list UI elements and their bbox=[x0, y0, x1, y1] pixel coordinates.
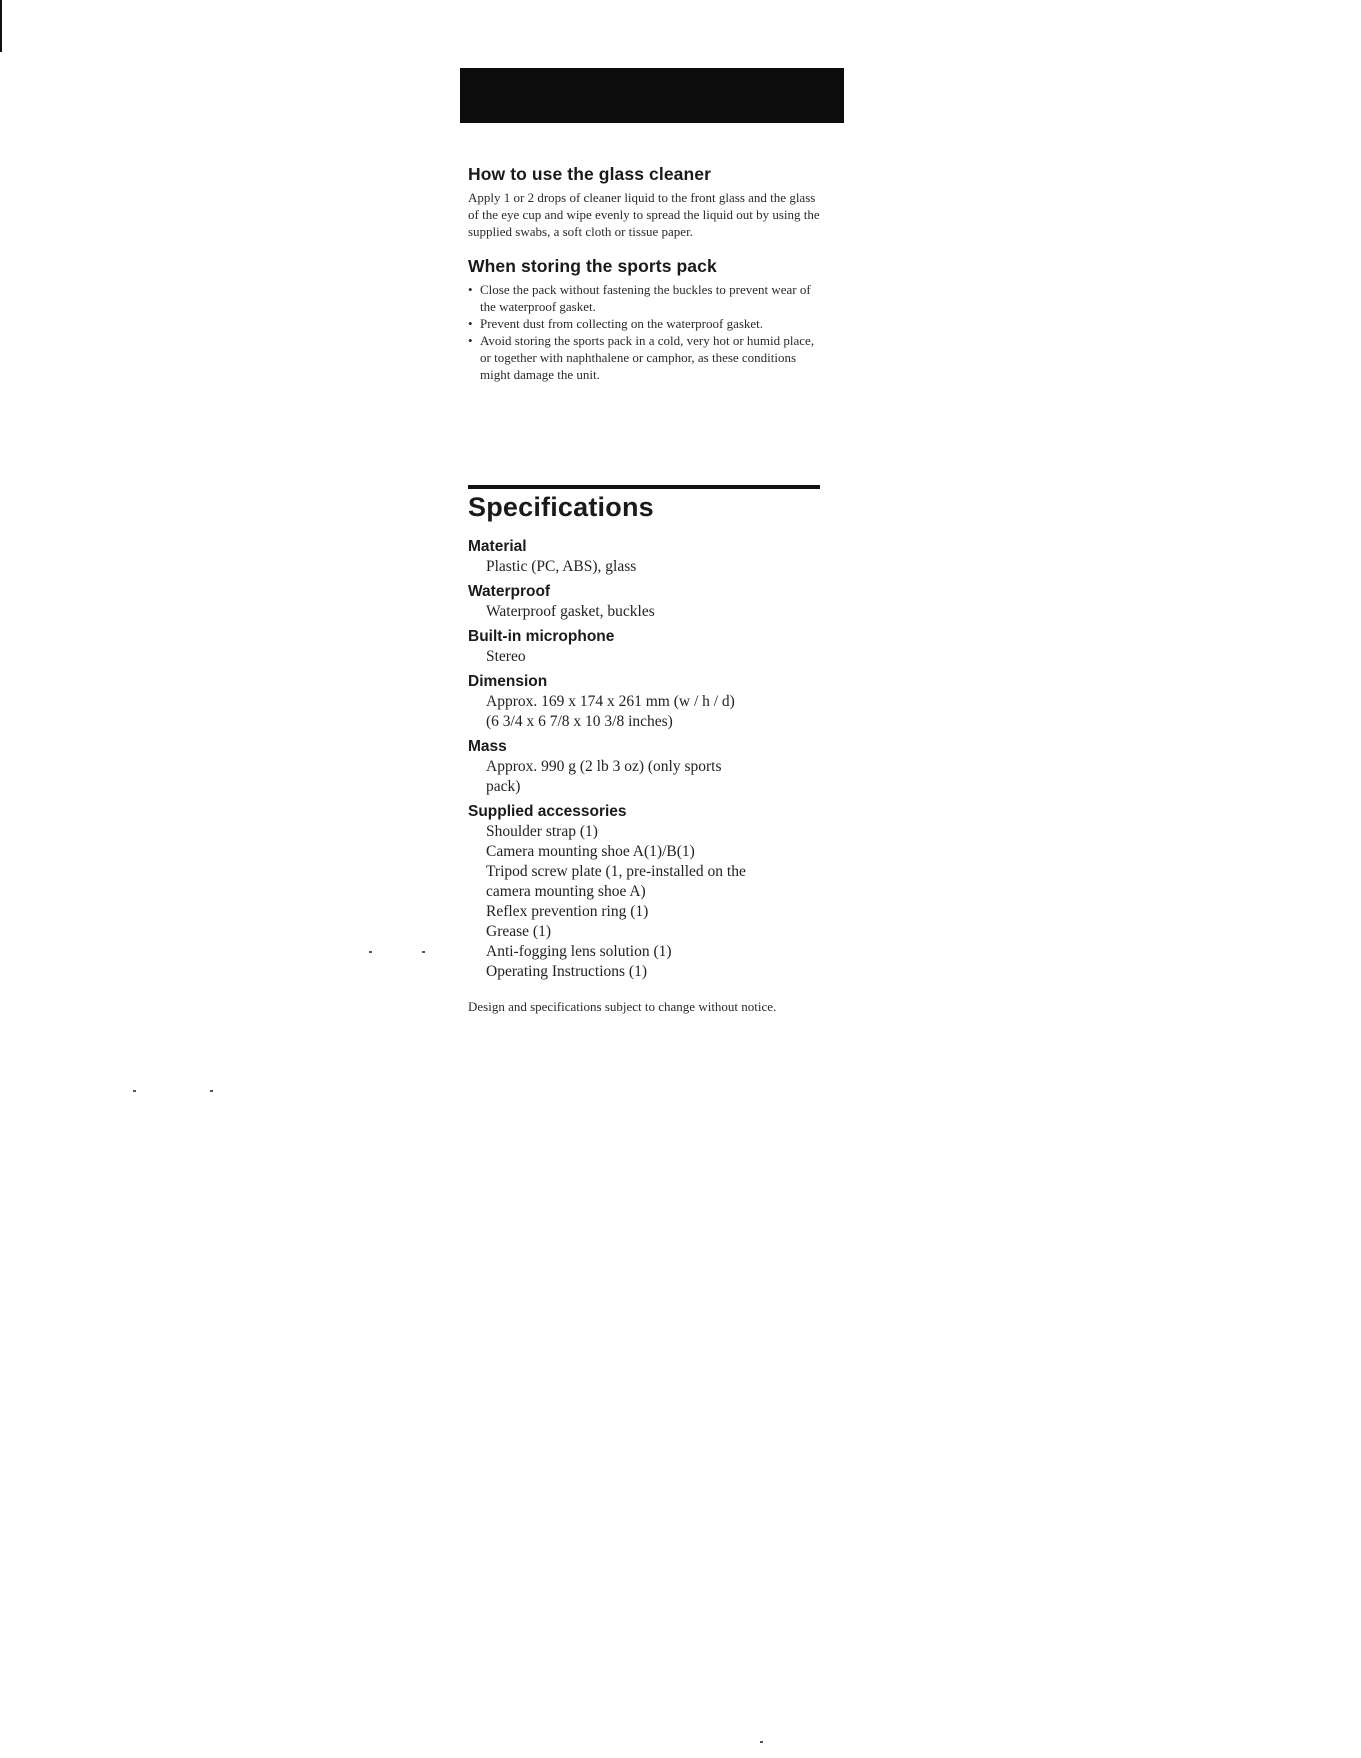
spec-label: Supplied accessories bbox=[468, 803, 627, 820]
storing-bullet: • Avoid storing the sports pack in a cold, very hot or humid place, or together with naphthalene or camphor, as these conditions might damage the unit. bbox=[468, 332, 828, 383]
spec-label: Mass bbox=[468, 738, 507, 755]
header-bar bbox=[460, 68, 844, 123]
spec-value bbox=[468, 692, 828, 732]
care-column bbox=[468, 164, 828, 383]
spec-dimension bbox=[468, 672, 828, 732]
storing-section bbox=[468, 256, 828, 383]
accessory-item: Reflex prevention ring (1) bbox=[486, 903, 649, 920]
spec-value: Plastic (PC, ABS), glass bbox=[486, 558, 637, 575]
accessory-item: Grease (1) bbox=[486, 923, 551, 940]
spec-material bbox=[468, 537, 828, 577]
spec-value bbox=[468, 757, 828, 797]
mass-line: pack) bbox=[486, 778, 521, 795]
section-divider bbox=[468, 485, 820, 489]
disclaimer-note: Design and specifications subject to change without notice. bbox=[468, 999, 777, 1014]
scan-speck bbox=[210, 1090, 213, 1092]
spec-mass bbox=[468, 737, 828, 797]
spec-value: Waterproof gasket, buckles bbox=[486, 603, 655, 620]
scan-speck bbox=[133, 1090, 136, 1092]
accessory-item: Camera mounting shoe A(1)/B(1) bbox=[486, 843, 695, 860]
spec-value: Stereo bbox=[486, 648, 526, 665]
page-edge-mark bbox=[0, 0, 2, 52]
storing-list bbox=[468, 281, 828, 383]
glass-cleaner-text: Apply 1 or 2 drops of cleaner liquid to the front glass and the glass of the eye cup and wipe evenly to spread the liquid out by using the supplied swabs, a soft cloth or tissue paper. bbox=[468, 190, 820, 239]
spec-accessories bbox=[468, 802, 828, 982]
storing-bullet: • Prevent dust from collecting on the waterproof gasket. bbox=[468, 315, 828, 332]
spec-label: Dimension bbox=[468, 673, 548, 690]
spec-label: Built-in microphone bbox=[468, 628, 615, 645]
dimension-imperial: (6 3/4 x 6 7/8 x 10 3/8 inches) bbox=[486, 713, 673, 730]
scan-speck bbox=[760, 1741, 763, 1743]
accessory-item: Anti-fogging lens solution (1) bbox=[486, 943, 672, 960]
spec-waterproof bbox=[468, 582, 828, 622]
accessory-item: Operating Instructions (1) bbox=[486, 963, 647, 980]
specifications-title: Specifications bbox=[468, 492, 654, 522]
spec-label: Material bbox=[468, 538, 527, 555]
storing-bullet: • Close the pack without fastening the buckles to prevent wear of the waterproof gasket. bbox=[468, 281, 828, 315]
scan-speck bbox=[369, 951, 372, 953]
dimension-metric: Approx. 169 x 174 x 261 mm (w / h / d) bbox=[486, 693, 735, 710]
accessories-list bbox=[468, 822, 828, 982]
spec-microphone bbox=[468, 627, 828, 667]
scan-speck bbox=[422, 951, 425, 953]
accessory-item: Tripod screw plate (1, pre-installed on the bbox=[486, 863, 746, 880]
specifications-section bbox=[468, 492, 828, 1028]
spec-label: Waterproof bbox=[468, 583, 551, 600]
storing-heading: When storing the sports pack bbox=[468, 256, 717, 276]
glass-cleaner-heading: How to use the glass cleaner bbox=[468, 164, 712, 184]
accessory-item: camera mounting shoe A) bbox=[486, 883, 646, 900]
mass-line: Approx. 990 g (2 lb 3 oz) (only sports bbox=[486, 758, 722, 775]
accessory-item: Shoulder strap (1) bbox=[486, 823, 598, 840]
